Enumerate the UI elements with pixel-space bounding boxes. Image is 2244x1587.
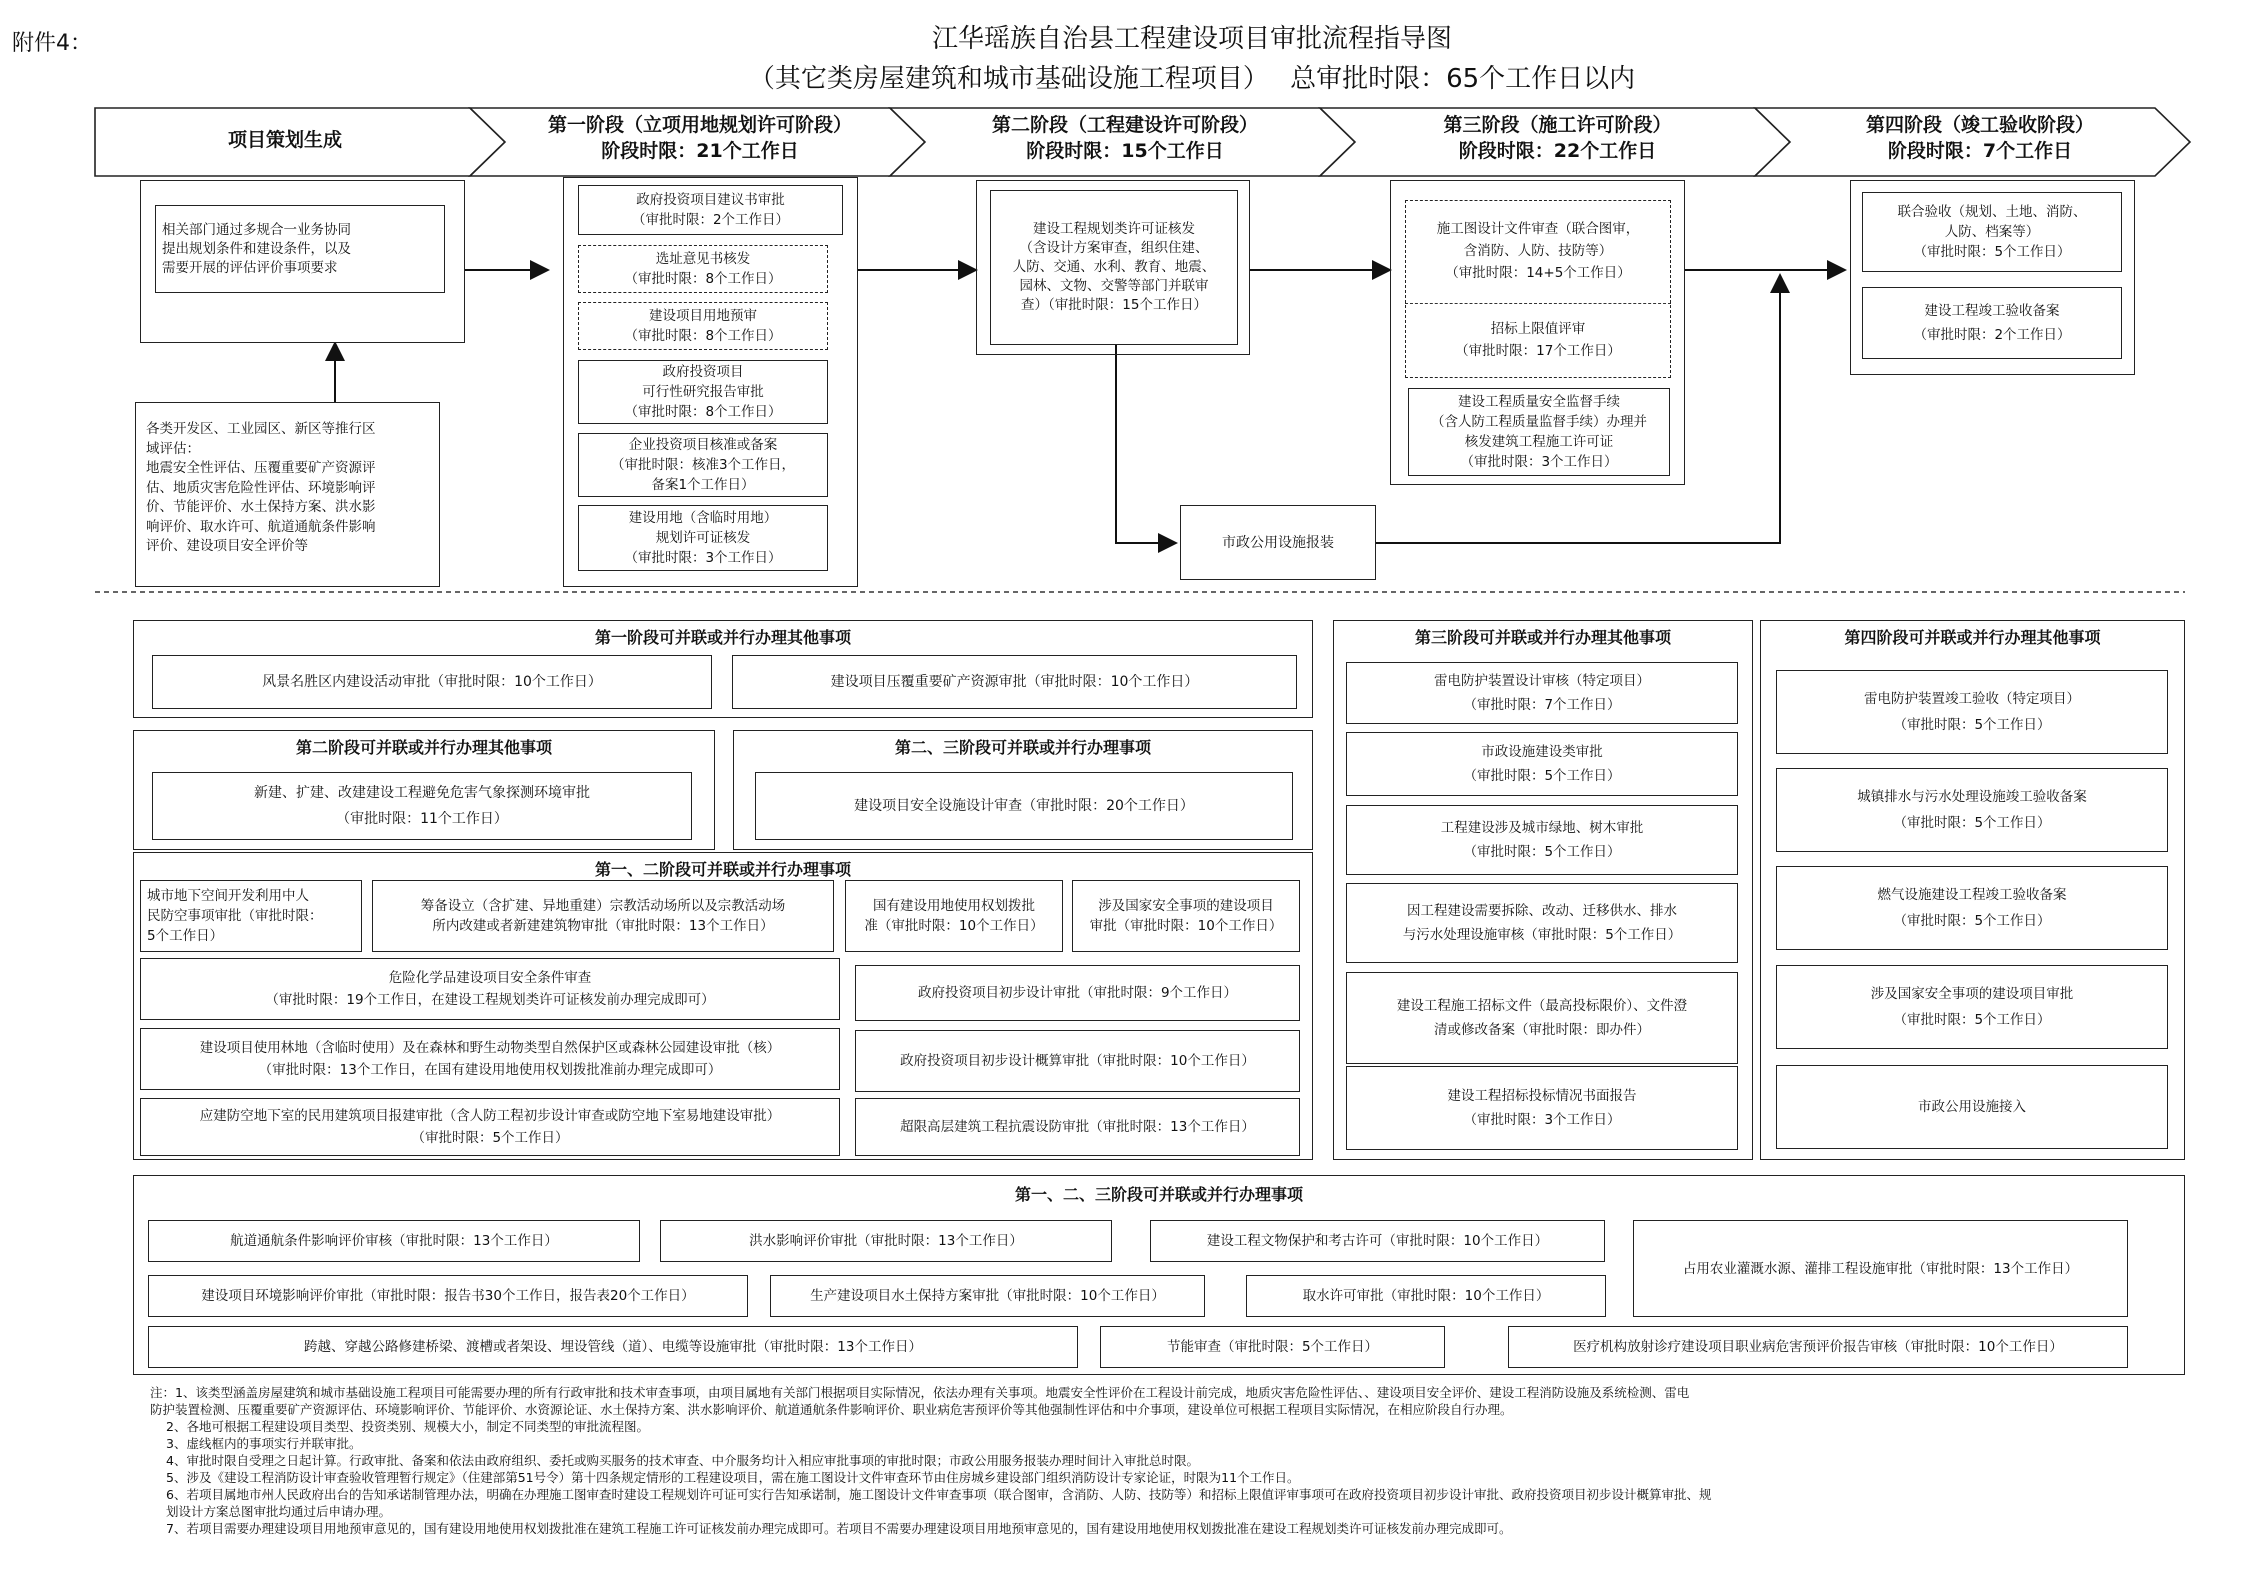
parallel-stage1-title: 第一阶段可并联或并行办理其他事项 (594, 628, 851, 647)
page-subtitle: （其它类房屋建筑和城市基础设施工程项目） 总审批时限：65个工作日以内 (748, 64, 1636, 94)
stage2-name: 第二阶段（工程建设许可阶段） (991, 114, 1258, 136)
page-title: 江华瑶族自治县工程建设项目审批流程指导图 (931, 24, 1452, 54)
regional-assessment: 各类开发区、工业园区、新区等推行区 域评估： 地震安全性评估、压覆重要矿产资源评 估、地质灾害危险性评估、环境影响评 价、节能评价、水土保持方案、洪水影 响评价、取水许可、航道通航条件影响 评价、建设项目安全评价等 (140, 402, 440, 587)
stage1-item-enterprise: 企业投资项目核准或备案 （审批时限：核准3个工作日， 备案1个工作日） (578, 433, 828, 497)
bid-document-filing: 建设工程施工招标文件（最高投标限价）、文件澄 清或修改备案（审批时限：即办件） (1346, 972, 1738, 1064)
stage4-limit: 阶段时限：7个工作日 (1887, 140, 2073, 162)
land-allocation-approval: 国有建设用地使用权划拨批 准（审批时限：10个工作日） (845, 880, 1063, 952)
stage3-quality-permit: 建设工程质量安全监督手续 （含人防工程质量监督手续）办理并 核发建筑工程施工许可证 （审批时限：3个工作日） (1408, 388, 1670, 476)
stage1-name: 第一阶段（立项用地规划许可阶段） (547, 114, 852, 136)
stage1-limit: 阶段时限：21个工作日 (601, 140, 799, 162)
footnote-3: 3、虚线框内的事项实行并联审批。 (166, 1436, 362, 1451)
parallel-stage12-title: 第一、二阶段可并联或并行办理事项 (594, 860, 851, 879)
national-security-approval: 涉及国家安全事项的建设项目 审批（审批时限：10个工作日） (1072, 880, 1300, 952)
footnote-4: 4、审批时限自受理之日起计算。行政审批、备案和依法由政府组织、委托或购买服务的技术审查、中介服务均计入相应审批事项的审批时限；市政公用服务报装办理时间计入审批总时限。 (166, 1453, 1199, 1468)
national-security-acceptance: 涉及国家安全事项的建设项目审批 （审批时限：5个工作日） (1776, 965, 2168, 1049)
seismic-fortification-approval: 超限高层建筑工程抗震设防审批（审批时限：13个工作日） (855, 1098, 1300, 1156)
underground-space-approval: 城市地下空间开发利用中人 民防空事项审批（审批时限： 5个工作日） (140, 880, 362, 952)
stage3-group-divider (1405, 303, 1671, 304)
stage1-item-site-selection: 选址意见书核发 （审批时限：8个工作日） (578, 245, 828, 293)
parallel-stage123-title: 第一、二、三阶段可并联或并行办理事项 (1014, 1185, 1303, 1204)
lightning-acceptance: 雷电防护装置竣工验收（特定项目） （审批时限：5个工作日） (1776, 670, 2168, 754)
irrigation-occupation-approval: 占用农业灌溉水源、灌排工程设施审批（审批时限：13个工作日） (1633, 1220, 2128, 1317)
municipal-connection: 市政公用设施接入 (1776, 1065, 2168, 1149)
footnote-1: 注：1、该类型涵盖房屋建筑和城市基础设施工程项目可能需要办理的所有行政审批和技术审查事项，由项目属地有关部门根据项目实际情况，依法办理有关事项。地震安全性评价在工程设计前完成，地质灾害危险性评估、、建设项目安全评价、建设工程消防设施及系统检测、雷电 防护装置检测、压覆重要矿产资源评估、环境影响评价、节能评价、水资源论证、水土保持方案、洪水影响评价、航道通航条件影响评价、职业病危害预评价等其他强制性评估和中介事项，建设单位可根据工程项目实际情况，在相应阶段自行办理。 (150, 1385, 1690, 1417)
footnote-2: 2、各地可根据工程建设项目类型、投资类别、规模大小，制定不同类型的审批流程图。 (166, 1419, 649, 1434)
stage1-item-feasibility: 政府投资项目 可行性研究报告审批 （审批时限：8个工作日） (578, 360, 828, 424)
drainage-acceptance-filing: 城镇排水与污水处理设施竣工验收备案 （审批时限：5个工作日） (1776, 768, 2168, 852)
waterway-navigation-review: 航道通航条件影响评价审核（审批时限：13个工作日） (148, 1220, 640, 1262)
stage2-limit: 阶段时限：15个工作日 (1026, 140, 1224, 162)
footnote-6: 6、若项目属地市州人民政府出台的告知承诺制管理办法，明确在办理施工图审查时建设工程规划许可证可实行告知承诺制，施工图设计文件审查事项（联合图审，含消防、人防、技防等）和招标上限值评审事项可在政府投资项目初步设计审批、政府投资项目初步设计概算审批、规 划设计方案总图审批均通过后申请办理。 (166, 1487, 1712, 1519)
stage3-bid-ceiling: 招标上限值评审 （审批时限：17个工作日） (1408, 310, 1668, 370)
gas-acceptance-filing: 燃气设施建设工程竣工验收备案 （审批时限：5个工作日） (1776, 866, 2168, 950)
stage3-banner (1355, 112, 1760, 164)
stage3-name: 第三阶段（施工许可阶段） (1443, 114, 1672, 136)
environmental-impact-approval: 建设项目环境影响评价审批（审批时限：报告书30个工作日，报告表20个工作日） (148, 1275, 748, 1317)
stage1-item-land-planning: 建设用地（含临时用地） 规划许可证核发 （审批时限：3个工作日） (578, 505, 828, 571)
stage0-label: 项目策划生成 (227, 129, 342, 151)
bidding-report: 建设工程招标投标情况书面报告 （审批时限：3个工作日） (1346, 1066, 1738, 1150)
energy-saving-review: 节能审查（审批时限：5个工作日） (1100, 1326, 1445, 1368)
forest-land-approval: 建设项目使用林地（含临时使用）及在森林和野生动物类型自然保护区或森林公园建设审批（核） （审批时限：13个工作日，在国有建设用地使用权划拨批准前办理完成即可） (140, 1028, 840, 1090)
stage3-drawing-review: 施工图设计文件审查（联合图审， 含消防、人防、技防等） （审批时限：14+5个工作日） (1408, 205, 1668, 297)
footnote-7: 7、若项目需要办理建设项目用地预审意见的，国有建设用地使用权划拨批准在建筑工程施工许可证核发前办理完成即可。若项目不需要办理建设项目用地预审意见的，国有建设用地使用权划拨批准在建设工程规划类许可证核发前办理完成即可。 (166, 1521, 1512, 1536)
religious-site-approval: 筹备设立（含扩建、异地重建）宗教活动场所以及宗教活动场 所内改建或者新建建筑物审批（审批时限：13个工作日） (372, 880, 834, 952)
water-intake-permit: 取水许可审批（审批时限：10个工作日） (1246, 1275, 1606, 1317)
preliminary-design-approval: 政府投资项目初步设计审批（审批时限：9个工作日） (855, 965, 1300, 1021)
air-defense-basement-approval: 应建防空地下室的民用建筑项目报建审批（含人防工程初步设计审查或防空地下室易地建设审批） （审批时限：5个工作日） (140, 1098, 840, 1156)
flood-impact-approval: 洪水影响评价审批（审批时限：13个工作日） (660, 1220, 1112, 1262)
footnote-5: 5、涉及《建设工程消防设计审查验收管理暂行规定》（住建部第51号令）第十四条规定情形的工程建设项目，需在施工图设计文件审查环节由住房城乡建设部门组织消防设计专家论证，时限为11个工作日。 (166, 1470, 1300, 1485)
radiation-diagnosis-review: 医疗机构放射诊疗建设项目职业病危害预评价报告审核（审批时限：10个工作日） (1508, 1326, 2128, 1368)
parallel-stage3-title: 第三阶段可并联或并行办理其他事项 (1414, 628, 1671, 647)
cultural-relic-permit: 建设工程文物保护和考古许可（审批时限：10个工作日） (1150, 1220, 1605, 1262)
parallel-stage2-title: 第二阶段可并联或并行办理其他事项 (295, 738, 552, 757)
plan-requirements: 相关部门通过多规合一业务协同 提出规划条件和建设条件，以及 需要开展的评估评价事项要求 (155, 205, 445, 293)
stage1-item-land-preexam: 建设项目用地预审 （审批时限：8个工作日） (578, 302, 828, 350)
stage2-banner (925, 112, 1325, 164)
scenic-area-approval: 风景名胜区内建设活动审批（审批时限：10个工作日） (152, 655, 712, 709)
soil-conservation-approval: 生产建设项目水土保持方案审批（审批时限：10个工作日） (770, 1275, 1205, 1317)
weather-env-approval: 新建、扩建、改建建设工程避免危害气象探测环境审批 （审批时限：11个工作日） (152, 772, 692, 840)
parallel-stage4-title: 第四阶段可并联或并行办理其他事项 (1844, 628, 2101, 647)
lightning-design-review: 雷电防护装置设计审核（特定项目） （审批时限：7个工作日） (1346, 662, 1738, 724)
municipal-application: 市政公用设施报装 (1180, 505, 1376, 580)
highway-crossing-approval: 跨越、穿越公路修建桥梁、渡槽或者架设、埋设管线（道）、电缆等设施审批（审批时限：13个工作日） (148, 1326, 1078, 1368)
municipal-facility-approval: 市政设施建设类审批 （审批时限：5个工作日） (1346, 732, 1738, 796)
mineral-overlay-approval: 建设项目压覆重要矿产资源审批（审批时限：10个工作日） (732, 655, 1297, 709)
hazardous-chemicals-review: 危险化学品建设项目安全条件审查 （审批时限：19个工作日，在建设工程规划类许可证核发前办理完成即可） (140, 958, 840, 1020)
water-facility-relocation-review: 因工程建设需要拆除、改动、迁移供水、排水 与污水处理设施审核（审批时限：5个工作日） (1346, 883, 1738, 963)
stage4-joint-acceptance: 联合验收（规划、土地、消防、 人防、档案等） （审批时限：5个工作日） (1862, 192, 2122, 272)
parallel-stage23-title: 第二、三阶段可并联或并行办理事项 (894, 738, 1151, 757)
stage3-limit: 阶段时限：22个工作日 (1458, 140, 1657, 162)
preliminary-budget-approval: 政府投资项目初步设计概算审批（审批时限：10个工作日） (855, 1030, 1300, 1092)
stage2-planning-permit: 建设工程规划类许可证核发 （含设计方案审查，组织住建、 人防、交通、水利、教育、地震、 园林、文物、交警等部门并联审 查）（审批时限：15个工作日） (990, 190, 1238, 345)
attachment-label: 附件4： (12, 31, 92, 56)
stage1-item-proposal: 政府投资项目建议书审批 （审批时限：2个工作日） (578, 185, 843, 235)
footnotes (150, 1384, 2160, 1537)
stage4-completion-filing: 建设工程竣工验收备案 （审批时限：2个工作日） (1862, 287, 2122, 359)
regional-assessment-frame (135, 402, 440, 587)
stage1-banner (505, 112, 895, 164)
urban-greenery-approval: 工程建设涉及城市绿地、树木审批 （审批时限：5个工作日） (1346, 805, 1738, 875)
stage4-banner (1790, 112, 2170, 164)
stage4-name: 第四阶段（竣工验收阶段） (1865, 114, 2094, 136)
safety-facility-design-review: 建设项目安全设施设计审查（审批时限：20个工作日） (755, 772, 1293, 840)
